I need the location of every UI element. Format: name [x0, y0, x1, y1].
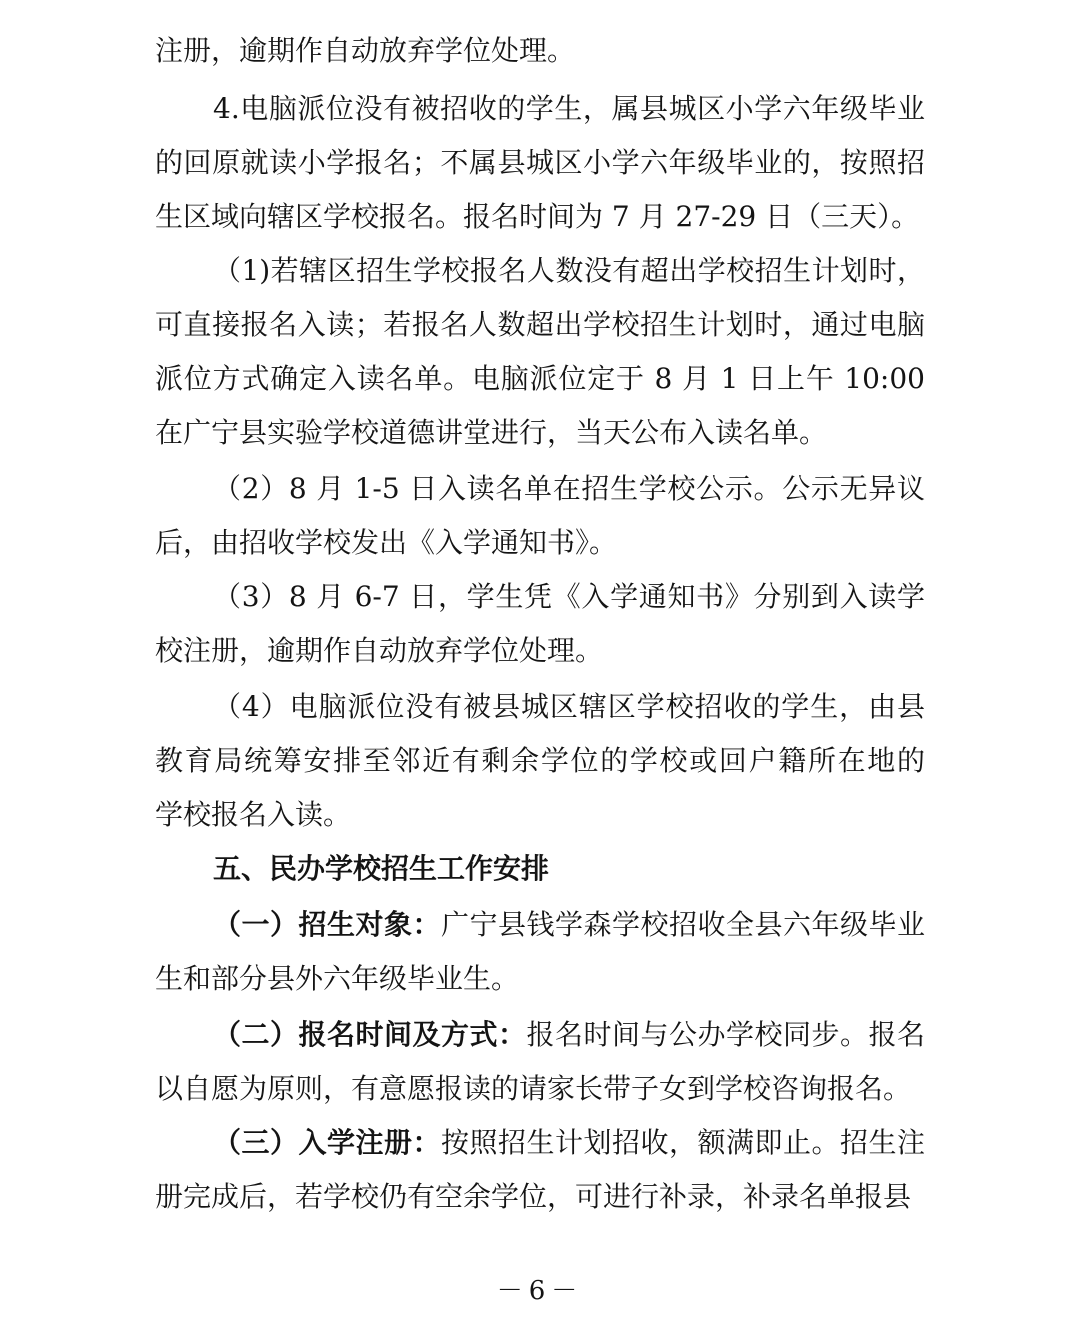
text-line: 生区域向辖区学校报名。报名时间为 7 月 27-29 日（三天）。 [155, 200, 920, 233]
text-line [213, 1008, 925, 1062]
text-line: 可直接报名入读；若报名人数超出学校招生计划时，通过电脑 [155, 308, 925, 341]
sub-heading-text: 广宁县钱学森学校招收全县六年级毕业 [441, 908, 925, 941]
text-line: 注册，逾期作自动放弃学位处理。 [155, 34, 576, 67]
text-line: 生和部分县外六年级毕业生。 [155, 962, 520, 995]
text-line: 后，由招收学校发出《入学通知书》。 [155, 526, 618, 559]
text-line: 派位方式确定入读名单。电脑派位定于 8 月 1 日上午 10:00 [155, 362, 925, 395]
text-line: 教育局统筹安排至邻近有剩余学位的学校或回户籍所在地的 [155, 744, 925, 777]
text-line: （2）8 月 1-5 日入读名单在招生学校公示。公示无异议 [213, 472, 925, 505]
text-line [213, 1116, 925, 1170]
text-line: 学校报名入读。 [155, 798, 352, 831]
text-line: （4）电脑派位没有被县城区辖区学校招收的学生，由县 [213, 690, 925, 723]
section-heading: 五、民办学校招生工作安排 [213, 852, 550, 885]
text-line: （1)若辖区招生学校报名人数没有超出学校招生计划时， [213, 254, 925, 287]
text-line: 校注册，逾期作自动放弃学位处理。 [155, 634, 604, 667]
text-line: 4.电脑派位没有被招收的学生，属县城区小学六年级毕业 [213, 92, 925, 125]
text-line: 以自愿为原则，有意愿报读的请家长带子女到学校咨询报名。 [155, 1072, 912, 1105]
sub-heading-text: 按照招生计划招收，额满即止。招生注 [441, 1126, 925, 1159]
text-line [213, 898, 925, 952]
text-line: 在广宁县实验学校道德讲堂进行，当天公布入读名单。 [155, 416, 828, 449]
text-line: （3）8 月 6-7 日，学生凭《入学通知书》分别到入读学 [213, 580, 925, 613]
text-line: 的回原就读小学报名；不属县城区小学六年级毕业的，按照招 [155, 146, 925, 179]
sub-heading-label: （一）招生对象： [213, 908, 441, 941]
sub-heading-text: 报名时间与公办学校同步。报名 [526, 1018, 925, 1051]
page-number: －6－ [496, 1276, 584, 1306]
sub-heading-label: （三）入学注册： [213, 1126, 441, 1159]
sub-heading-label: （二）报名时间及方式： [213, 1018, 527, 1051]
text-line: 册完成后，若学校仍有空余学位，可进行补录，补录名单报县 [155, 1180, 912, 1213]
